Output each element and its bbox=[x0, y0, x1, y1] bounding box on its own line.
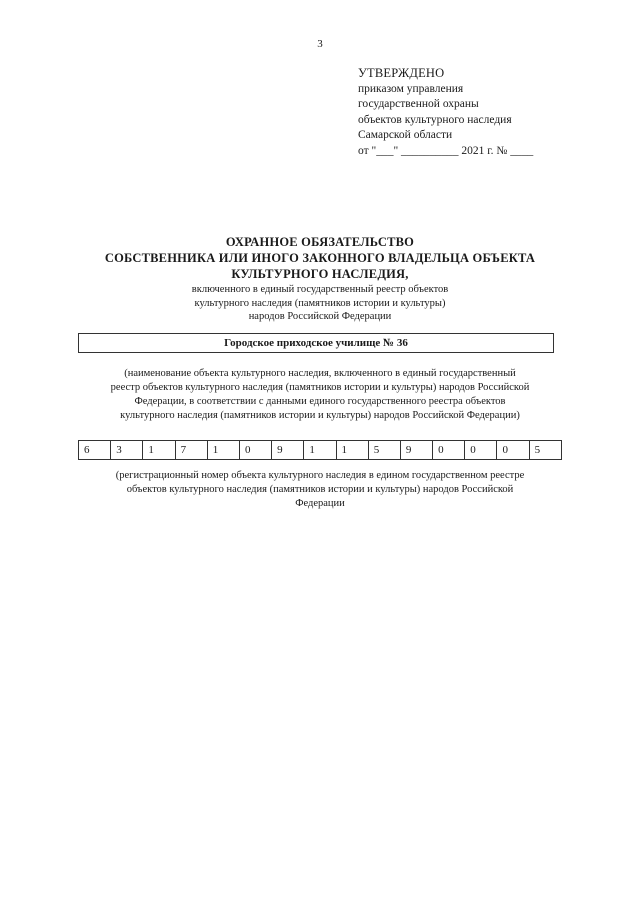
registration-digit-cell: 1 bbox=[304, 441, 336, 460]
approval-heading: УТВЕРЖДЕНО bbox=[358, 66, 445, 80]
registration-digit-cell: 9 bbox=[272, 441, 304, 460]
subtitle-line: народов Российской Федерации bbox=[248, 311, 392, 322]
registration-digit-cell: 1 bbox=[336, 441, 368, 460]
page-number: 3 bbox=[317, 38, 323, 50]
registration-digit-cell: 0 bbox=[433, 441, 465, 460]
approval-date-line: от "___" __________ 2021 г. № ____ bbox=[358, 144, 534, 157]
approval-line: объектов культурного наследия bbox=[358, 113, 512, 126]
caption-line: реестр объектов культурного наследия (памятников истории и культуры) народов Российской bbox=[110, 382, 530, 393]
registration-digit-cell: 0 bbox=[497, 441, 529, 460]
registration-digit-cell: 0 bbox=[465, 441, 497, 460]
approval-line: приказом управления bbox=[358, 82, 464, 95]
registration-caption bbox=[74, 469, 566, 511]
document-subtitle bbox=[0, 283, 640, 324]
registration-digit-cell: 1 bbox=[207, 441, 239, 460]
title-line: КУЛЬТУРНОГО НАСЛЕДИЯ, bbox=[231, 267, 409, 281]
caption-line: (наименование объекта культурного наследия, включенного в единый государственный bbox=[124, 368, 516, 379]
approval-stamp bbox=[358, 66, 598, 159]
registration-digit-cell: 0 bbox=[239, 441, 271, 460]
subtitle-line: включенного в единый государственный реестр объектов bbox=[191, 284, 449, 295]
registration-digit-cell: 6 bbox=[79, 441, 111, 460]
caption-line: (регистрационный номер объекта культурного наследия в едином государственном реестре bbox=[115, 470, 525, 481]
caption-line: Федерации, в соответствии с данными единого государственного реестра объектов bbox=[134, 396, 506, 407]
registration-digit-cell: 9 bbox=[400, 441, 432, 460]
registration-digit-cell: 5 bbox=[529, 441, 561, 460]
registration-digit-cell: 7 bbox=[175, 441, 207, 460]
approval-line: государственной охраны bbox=[358, 98, 479, 110]
registration-digit-cell: 5 bbox=[368, 441, 400, 460]
document-title bbox=[0, 234, 640, 282]
approval-line: Самарской области bbox=[358, 129, 453, 141]
registration-number-grid bbox=[78, 440, 562, 460]
caption-line: культурного наследия (памятников истории и культуры) народов Российской Федерации) bbox=[120, 410, 520, 421]
title-line: ОХРАННОЕ ОБЯЗАТЕЛЬСТВО bbox=[225, 235, 415, 249]
registration-digit-cell: 1 bbox=[143, 441, 175, 460]
caption-line: Федерации bbox=[295, 498, 345, 509]
registration-digit-cell: 3 bbox=[111, 441, 143, 460]
caption-line: объектов культурного наследия (памятников истории и культуры) народов Российской bbox=[126, 484, 514, 495]
object-name-caption bbox=[74, 367, 566, 423]
subtitle-line: культурного наследия (памятников истории и культуры) bbox=[194, 297, 446, 309]
title-line: СОБСТВЕННИКА ИЛИ ИНОГО ЗАКОННОГО ВЛАДЕЛЬЦА ОБЪЕКТА bbox=[104, 251, 536, 265]
object-name-field: Городское приходское училище № 36 bbox=[78, 333, 554, 353]
